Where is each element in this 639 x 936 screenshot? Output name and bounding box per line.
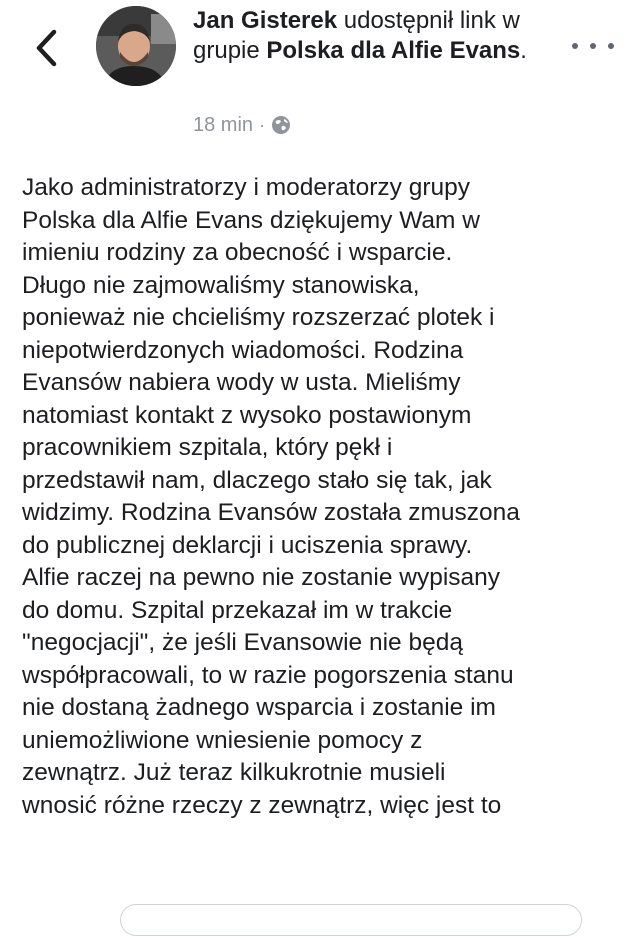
post-time[interactable]: 18 min [193,113,254,136]
avatar[interactable] [96,6,176,86]
back-button[interactable] [30,26,64,70]
more-dot [590,43,596,49]
more-options-button[interactable] [572,34,614,58]
more-dot [608,43,614,49]
comment-bar-edge [120,904,582,936]
post-header [0,0,639,150]
more-horizontal-icon [572,43,578,49]
post-author-line [193,6,553,66]
action-text: udostępnił link w grupie [193,7,520,64]
author-name[interactable]: Jan Gisterek [193,7,338,34]
globe-icon [271,115,291,135]
meta-separator: · [259,114,266,135]
header-suffix: . [520,37,527,64]
avatar-image [96,6,176,86]
post-meta [193,110,291,140]
group-name-link[interactable]: Polska dla Alfie Evans [266,37,521,64]
post-text: Jako administratorzy i moderatorzy grupy Polska dla Alfie Evans dziękujemy Wam w imieniu rodziny za obecność i wsparcie. Długo nie zajmowaliśmy stanowiska, ponieważ nie chcieliśmy rozszerzać plotek i niepotwierdzonych wiadomości. Rodzina Evansów nabiera wody w usta. Mieliśmy natomiast kontakt z wysoko postawionym pracownikiem szpitala, który pękł i przedstawił nam, dlaczego stało się tak, jak widzimy. Rodzina Evansów została zmuszona do publicznej deklarcji i uciszenia sprawy. Alfie raczej na pewno nie zostanie wypisany do domu. Szpital przekazał im w trakcie "negocjacji", że jeśli Evansowie nie będą współpracowali, to w razie pogorszenia stanu nie dostaną żadnego wsparcia i zostanie im uniemożliwione wniesienie pomocy z zewnątrz. Już teraz kilkukrotnie musieli wnosić różne rzeczy z zewnątrz, więc jest to [22,174,520,819]
chevron-left-icon [30,26,64,70]
